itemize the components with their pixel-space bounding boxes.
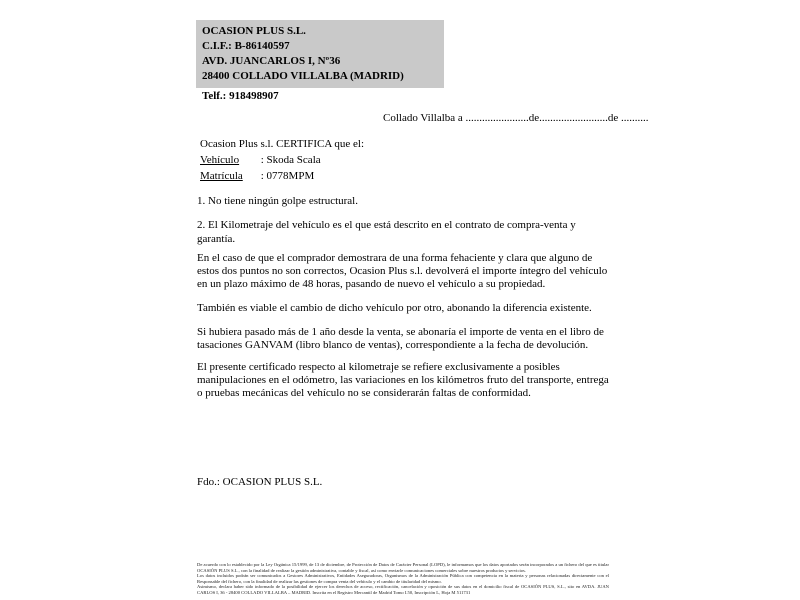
paragraph-refund: En el caso de que el comprador demostrara de una forma fehaciente y clara que alguno de estos dos puntos no son correctos, Ocasion Plus s.l. devolverá el importe íntegro del vehículo en un plazo máximo de 48 horas, pasando de nuevo el vehículo a su propiedad. — [197, 252, 608, 290]
signature-line: Fdo.: OCASION PLUS S.L. — [197, 476, 323, 488]
paragraph-odometer: El presente certificado respecto al kilometraje se refiere exclusivamente a posibles manipulaciones en el odómetro, las variaciones en los kilómetros fruto del transporte, entrega o pruebas mecánicas del vehículo no se considerarán faltas de conformidad. — [197, 361, 609, 399]
company-city: 28400 COLLADO VILLALBA (MADRID) — [202, 70, 404, 82]
certify-intro: Ocasion Plus s.l. CERTIFICA que el: — [200, 138, 365, 150]
certify-block — [200, 136, 364, 184]
company-header-box — [196, 20, 444, 88]
company-cif: C.I.F.: B-86140597 — [202, 40, 290, 52]
legal-line-3: Asimismo, declara haber sido informado de la posibilidad de ejercer los derechos de acceso, rectificación, cancelación y oposición de sus datos en el domicilio fiscal de OCASIÓN PLUS, S.L., sito en AVDA. JUAN CARLOS I, 36 - 28400 COLLADO VILLALBA – MADRID. Inscrita en el Registro Mercantil de Madrid Tomo I.50, Inscripción L, Hoja M 511731 — [197, 584, 609, 595]
company-phone: Telf.: 918498907 — [202, 90, 279, 102]
date-line: Collado Villalba a .......................de.........................de .......... — [383, 112, 649, 124]
paragraph-ganvam: Si hubiera pasado más de 1 año desde la venta, se abonaría el importe de venta en el libro de tasaciones GANVAM (libro blanco de ventas), correspondiente a la fecha de devolución. — [197, 326, 604, 351]
company-address: AVD. JUANCARLOS I, Nº36 — [202, 55, 341, 67]
vehicle-value: : Skoda Scala — [260, 154, 321, 166]
clauses-section — [197, 194, 611, 256]
vehicle-label: Vehículo — [200, 154, 240, 166]
body-paragraphs — [197, 252, 611, 409]
company-name: OCASION PLUS S.L. — [202, 25, 306, 37]
paragraph-exchange: También es viable el cambio de dicho vehículo por otro, abonando la diferencia existente. — [197, 302, 592, 314]
plate-row — [200, 168, 364, 184]
plate-label: Matrícula — [200, 170, 243, 182]
clause-1: 1. No tiene ningún golpe estructural. — [197, 195, 358, 207]
legal-line-1: De acuerdo con lo establecido por la Ley Orgánica 15/1999, de 13 de diciembre, de Protección de Datos de Carácter Personal (LOPD), le informamos que los datos aportados serán incorporados a un fichero del que es titular OCASIÓN PLUS S.L., con la finalidad de realizar la gestión administrativa, contable y fiscal, así como enviarle comunicaciones comerciales sobre nuestros productos y servicios. — [197, 562, 609, 573]
vehicle-row — [200, 152, 364, 168]
plate-value: : 0778MPM — [260, 170, 315, 182]
legal-line-2: Los datos incluidos podrán ser comunicados a Gestores Administrativos, Entidades Aseguradoras, Organismos de la Administración Pública con competencia en la materia y personas relacionadas directamente con el Responsable del fichero, con la finalidad de realizar las gestiones de compra venta del vehículo y el cambio de titularidad del mismo. — [197, 573, 609, 584]
legal-footer — [197, 562, 609, 596]
clause-2: 2. El Kilometraje del vehículo es el que está descrito en el contrato de compra-venta y garantía. — [197, 219, 576, 245]
